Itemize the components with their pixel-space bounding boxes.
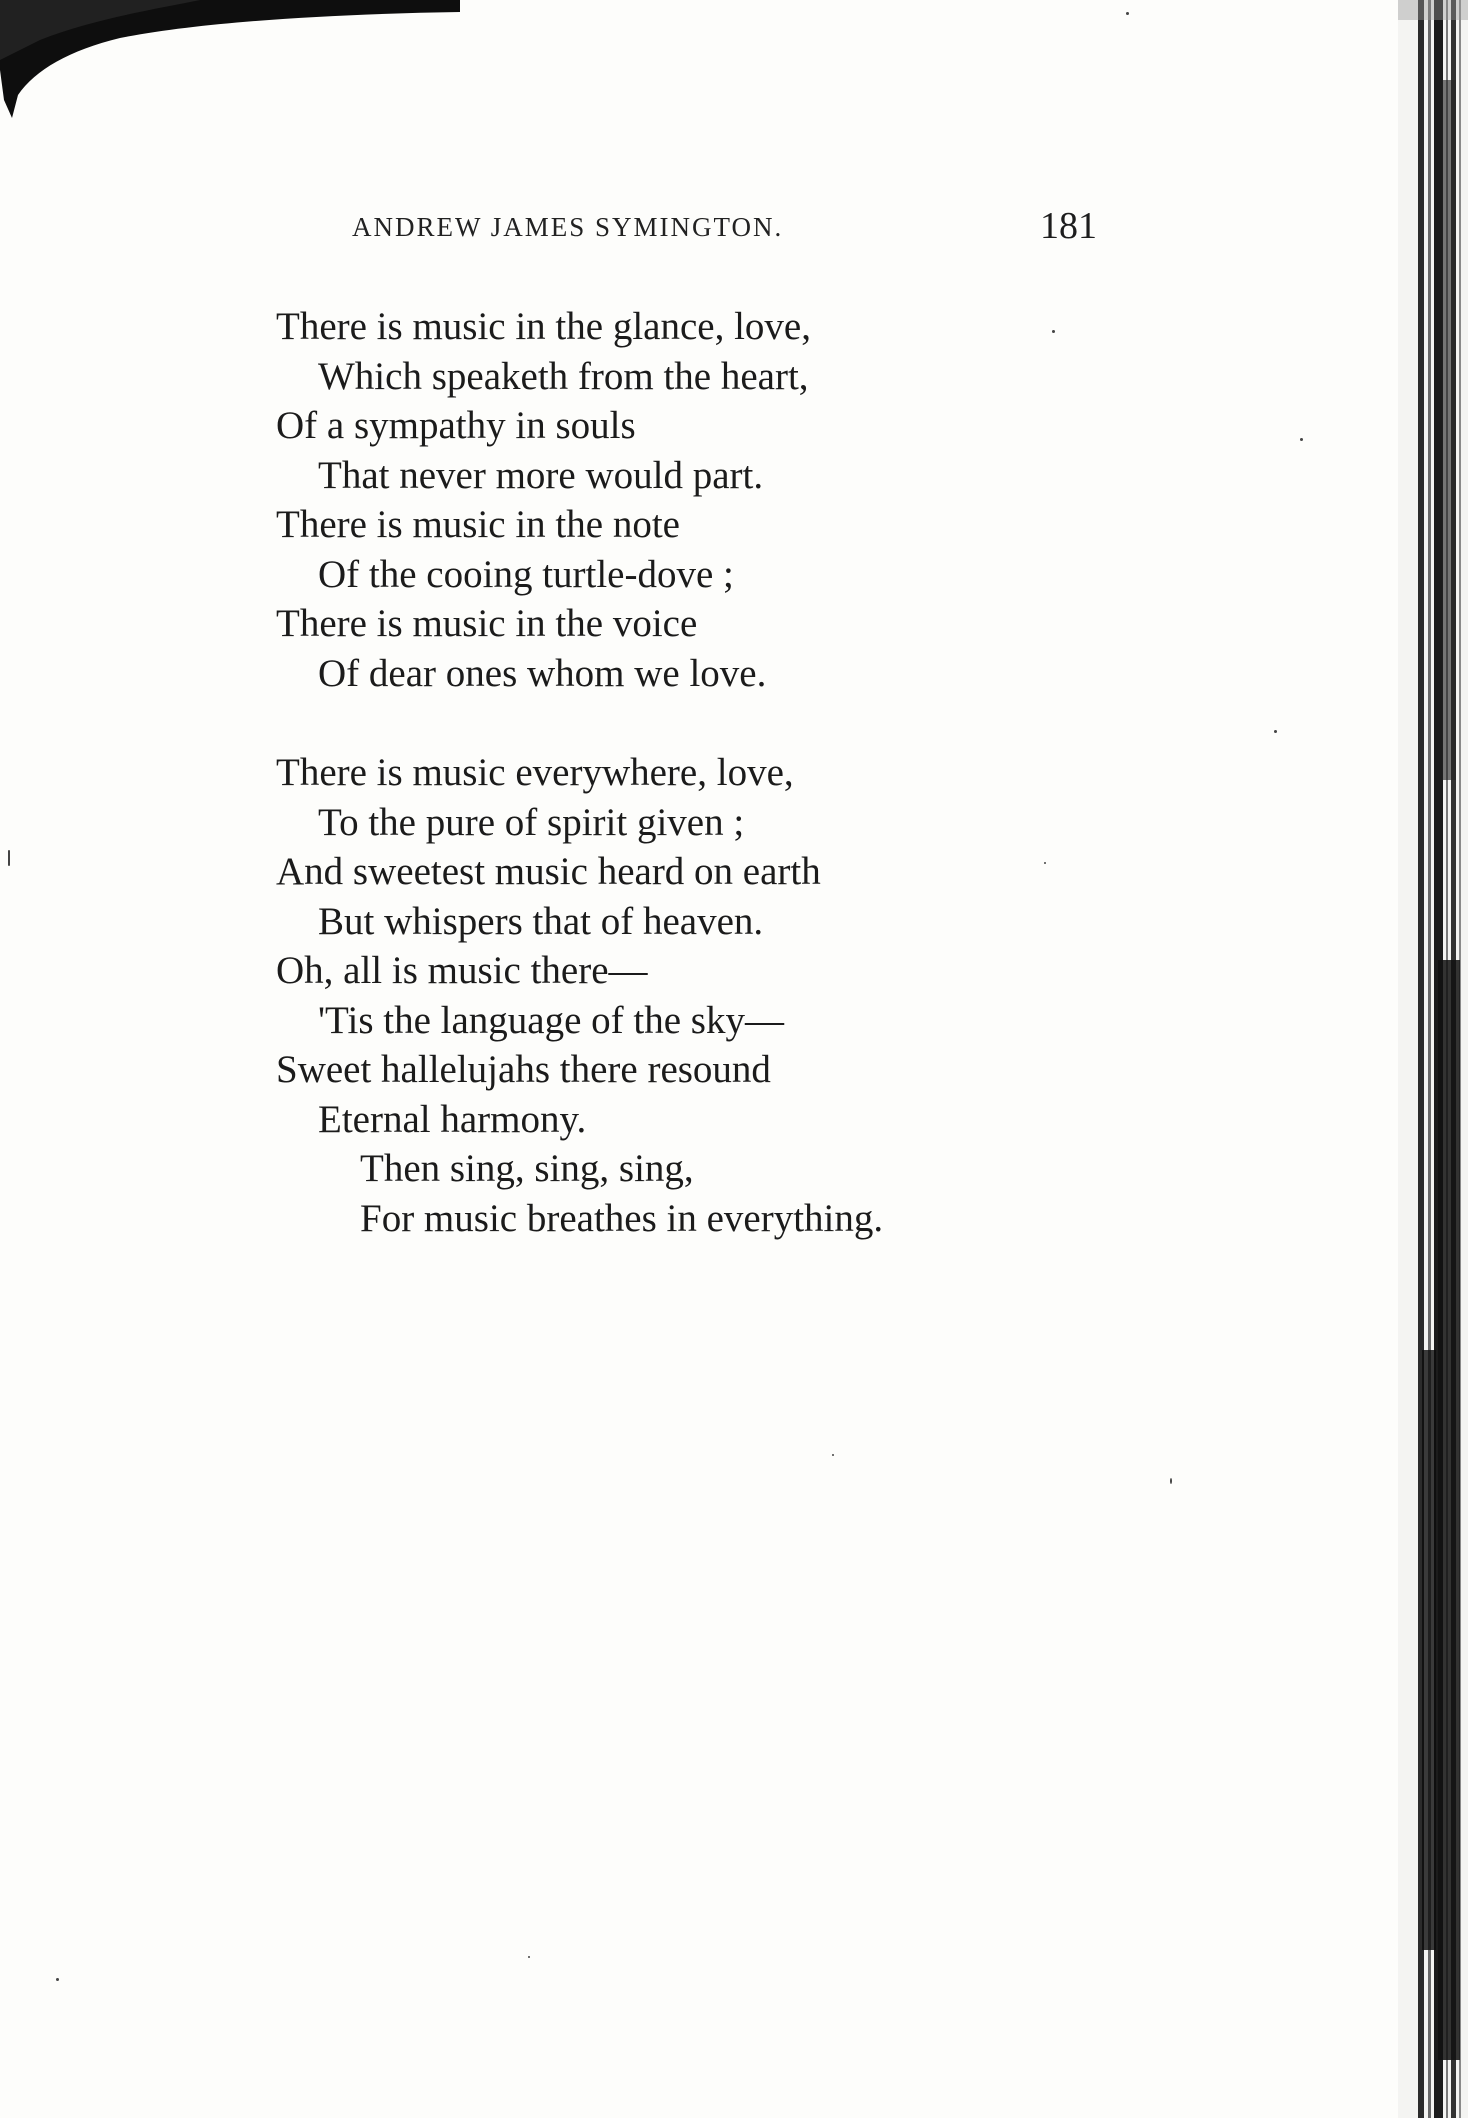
running-title: ANDREW JAMES SYMINGTON. [352, 212, 784, 242]
corner-shadow [0, 0, 460, 130]
poem-line: Of a sympathy in souls [276, 404, 636, 447]
poem-line: 'Tis the language of the sky— [318, 998, 784, 1042]
poem-line: Then sing, sing, sing, [360, 1147, 694, 1190]
poem-line: Of dear ones whom we love. [318, 651, 767, 695]
poem-line: To the pure of spirit given ; [318, 800, 745, 844]
poem-line: There is music everywhere, love, [276, 751, 794, 794]
poem [276, 302, 883, 1243]
poem-line: Which speaketh from the heart, [318, 354, 809, 398]
poem-line: That never more would part. [318, 453, 764, 497]
stanza-1 [276, 302, 883, 698]
poem-line: But whispers that of heaven. [318, 899, 764, 943]
poem-line: There is music in the glance, love, [276, 305, 811, 348]
poem-line: Eternal harmony. [318, 1097, 587, 1141]
poem-line: And sweetest music heard on earth [276, 850, 821, 893]
poem-line: There is music in the voice [276, 602, 698, 645]
poem-line: Of the cooing turtle-dove ; [318, 552, 734, 596]
paper-speck [1052, 330, 1055, 333]
paper-speck [832, 1454, 834, 1456]
poem-line: For music breathes in everything. [360, 1196, 884, 1240]
poem-line: Sweet hallelujahs there resound [276, 1048, 771, 1091]
stanza-2 [276, 748, 883, 1243]
paper-speck [528, 1956, 530, 1958]
poem-line: There is music in the note [276, 503, 680, 546]
paper-speck [1274, 730, 1277, 733]
paper-speck [1170, 1478, 1172, 1484]
stanza-gap [276, 698, 883, 748]
paper-speck [1044, 862, 1046, 864]
paper-speck [56, 1978, 59, 1981]
paper-speck [1300, 438, 1303, 441]
poem-line: Oh, all is music there— [276, 949, 648, 992]
paper-speck [8, 850, 10, 866]
page-number: 181 [1040, 205, 1097, 247]
paper-speck [1126, 12, 1129, 15]
binding-edge [1398, 0, 1468, 2118]
